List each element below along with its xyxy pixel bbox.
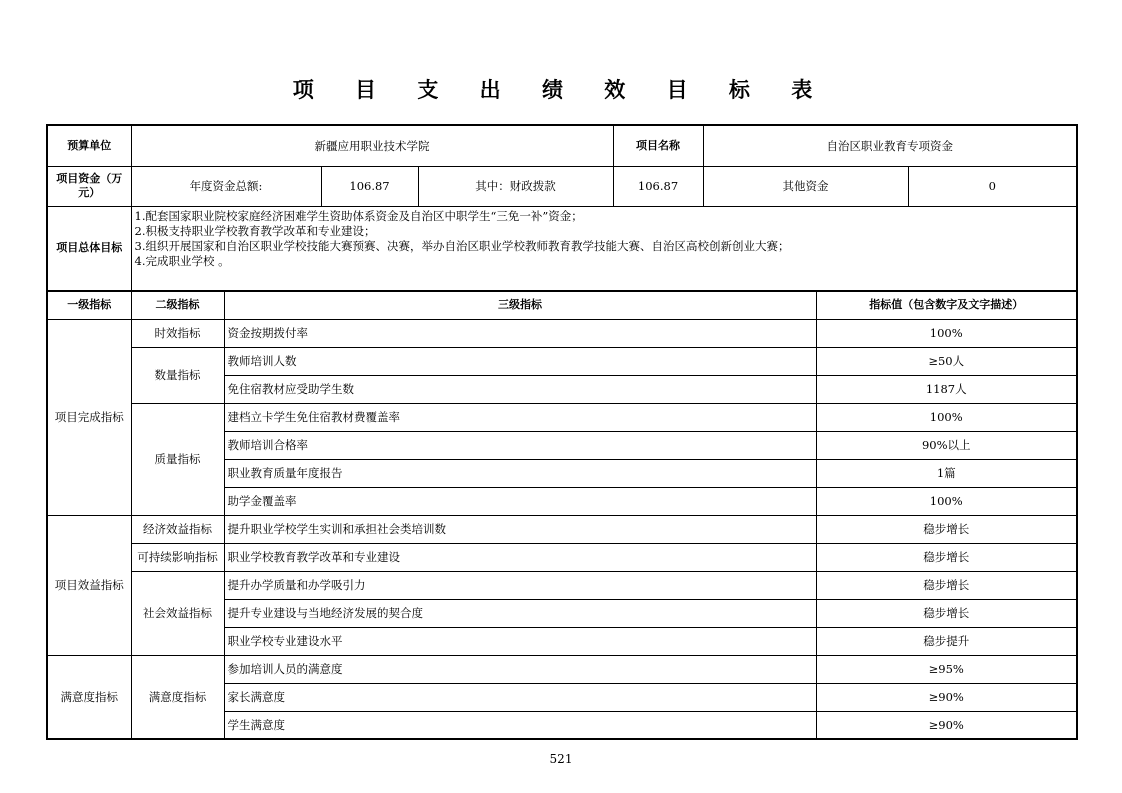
project-info-table (46, 124, 1078, 292)
goal-row (47, 206, 1077, 291)
level3-cell: 教师培训合格率 (224, 431, 816, 459)
level3-cell: 家长满意度 (224, 683, 816, 711)
level3-cell: 免住宿教材应受助学生数 (224, 375, 816, 403)
fiscal-value: 106.87 (613, 166, 703, 206)
value-cell: 1篇 (816, 459, 1077, 487)
funds-label: 项目资金（万元） (47, 166, 131, 206)
table-row (47, 543, 1077, 571)
column-header-level1: 一级指标 (47, 291, 131, 319)
other-funds-label: 其他资金 (703, 166, 908, 206)
level1-cell: 项目完成指标 (47, 319, 131, 515)
value-cell: ≥90% (816, 683, 1077, 711)
level3-cell: 职业教育质量年度报告 (224, 459, 816, 487)
indicator-table (46, 290, 1078, 740)
value-cell: 稳步提升 (816, 627, 1077, 655)
goal-label: 项目总体目标 (47, 206, 131, 291)
level3-cell: 参加培训人员的满意度 (224, 655, 816, 683)
value-cell: 稳步增长 (816, 515, 1077, 543)
level3-cell: 提升专业建设与当地经济发展的契合度 (224, 599, 816, 627)
level3-cell: 助学金覆盖率 (224, 487, 816, 515)
column-header-level3: 三级指标 (224, 291, 816, 319)
table-row (47, 347, 1077, 375)
annual-total-label: 年度资金总额: (131, 166, 321, 206)
budget-unit-row (47, 125, 1077, 166)
goal-line: 1.配套国家职业院校家庭经济困难学生资助体系资金及自治区中职学生“三免一补”资金； (134, 208, 583, 223)
level2-cell: 可持续影响指标 (131, 543, 224, 571)
value-cell: ≥90% (816, 711, 1077, 739)
indicator-header-row (47, 291, 1077, 319)
value-cell: 100% (816, 403, 1077, 431)
value-cell: 稳步增长 (816, 571, 1077, 599)
value-cell: 稳步增长 (816, 599, 1077, 627)
fiscal-label: 其中：财政拨款 (418, 166, 613, 206)
level3-cell: 建档立卡学生免住宿教材费覆盖率 (224, 403, 816, 431)
table-row (47, 515, 1077, 543)
level2-cell: 时效指标 (131, 319, 224, 347)
goal-line: 2.积极支持职业学校教育教学改革和专业建设； (134, 223, 376, 238)
level2-cell: 经济效益指标 (131, 515, 224, 543)
level1-cell: 项目效益指标 (47, 515, 131, 655)
value-cell: 稳步增长 (816, 543, 1077, 571)
goal-text (131, 206, 1077, 291)
value-cell: 90%以上 (816, 431, 1077, 459)
column-header-value: 指标值（包含数字及文字描述） (816, 291, 1077, 319)
page-number: 521 (549, 752, 573, 766)
level3-cell: 学生满意度 (224, 711, 816, 739)
page-title: 项 目 支 出 绩 效 目 标 表 (292, 78, 830, 102)
table-row (47, 571, 1077, 599)
goal-line: 4.完成职业学校 。 (134, 253, 230, 268)
project-name-label: 项目名称 (613, 125, 703, 166)
level3-cell: 职业学校专业建设水平 (224, 627, 816, 655)
level3-cell: 职业学校教育教学改革和专业建设 (224, 543, 816, 571)
level1-cell: 满意度指标 (47, 655, 131, 739)
funds-row (47, 166, 1077, 206)
level2-cell: 数量指标 (131, 347, 224, 403)
level2-cell: 满意度指标 (131, 655, 224, 739)
goal-line: 3.组织开展国家和自治区职业学校技能大赛预赛、决赛，举办自治区职业学校教师教育教学技能大赛、自治区高校创新创业大赛； (134, 238, 790, 253)
level3-cell: 提升办学质量和办学吸引力 (224, 571, 816, 599)
project-name-value: 自治区职业教育专项资金 (703, 125, 1077, 166)
column-header-level2: 二级指标 (131, 291, 224, 319)
value-cell: ≥50人 (816, 347, 1077, 375)
level2-cell: 质量指标 (131, 403, 224, 515)
level3-cell: 提升职业学校学生实训和承担社会类培训数 (224, 515, 816, 543)
budget-unit-label: 预算单位 (47, 125, 131, 166)
other-funds-value: 0 (908, 166, 1077, 206)
value-cell: 1187人 (816, 375, 1077, 403)
value-cell: 100% (816, 487, 1077, 515)
level2-cell: 社会效益指标 (131, 571, 224, 655)
table-row (47, 403, 1077, 431)
level3-cell: 教师培训人数 (224, 347, 816, 375)
table-row (47, 655, 1077, 683)
annual-total-value: 106.87 (321, 166, 418, 206)
budget-unit-value: 新疆应用职业技术学院 (131, 125, 613, 166)
table-row (47, 319, 1077, 347)
value-cell: 100% (816, 319, 1077, 347)
value-cell: ≥95% (816, 655, 1077, 683)
level3-cell: 资金按期拨付率 (224, 319, 816, 347)
